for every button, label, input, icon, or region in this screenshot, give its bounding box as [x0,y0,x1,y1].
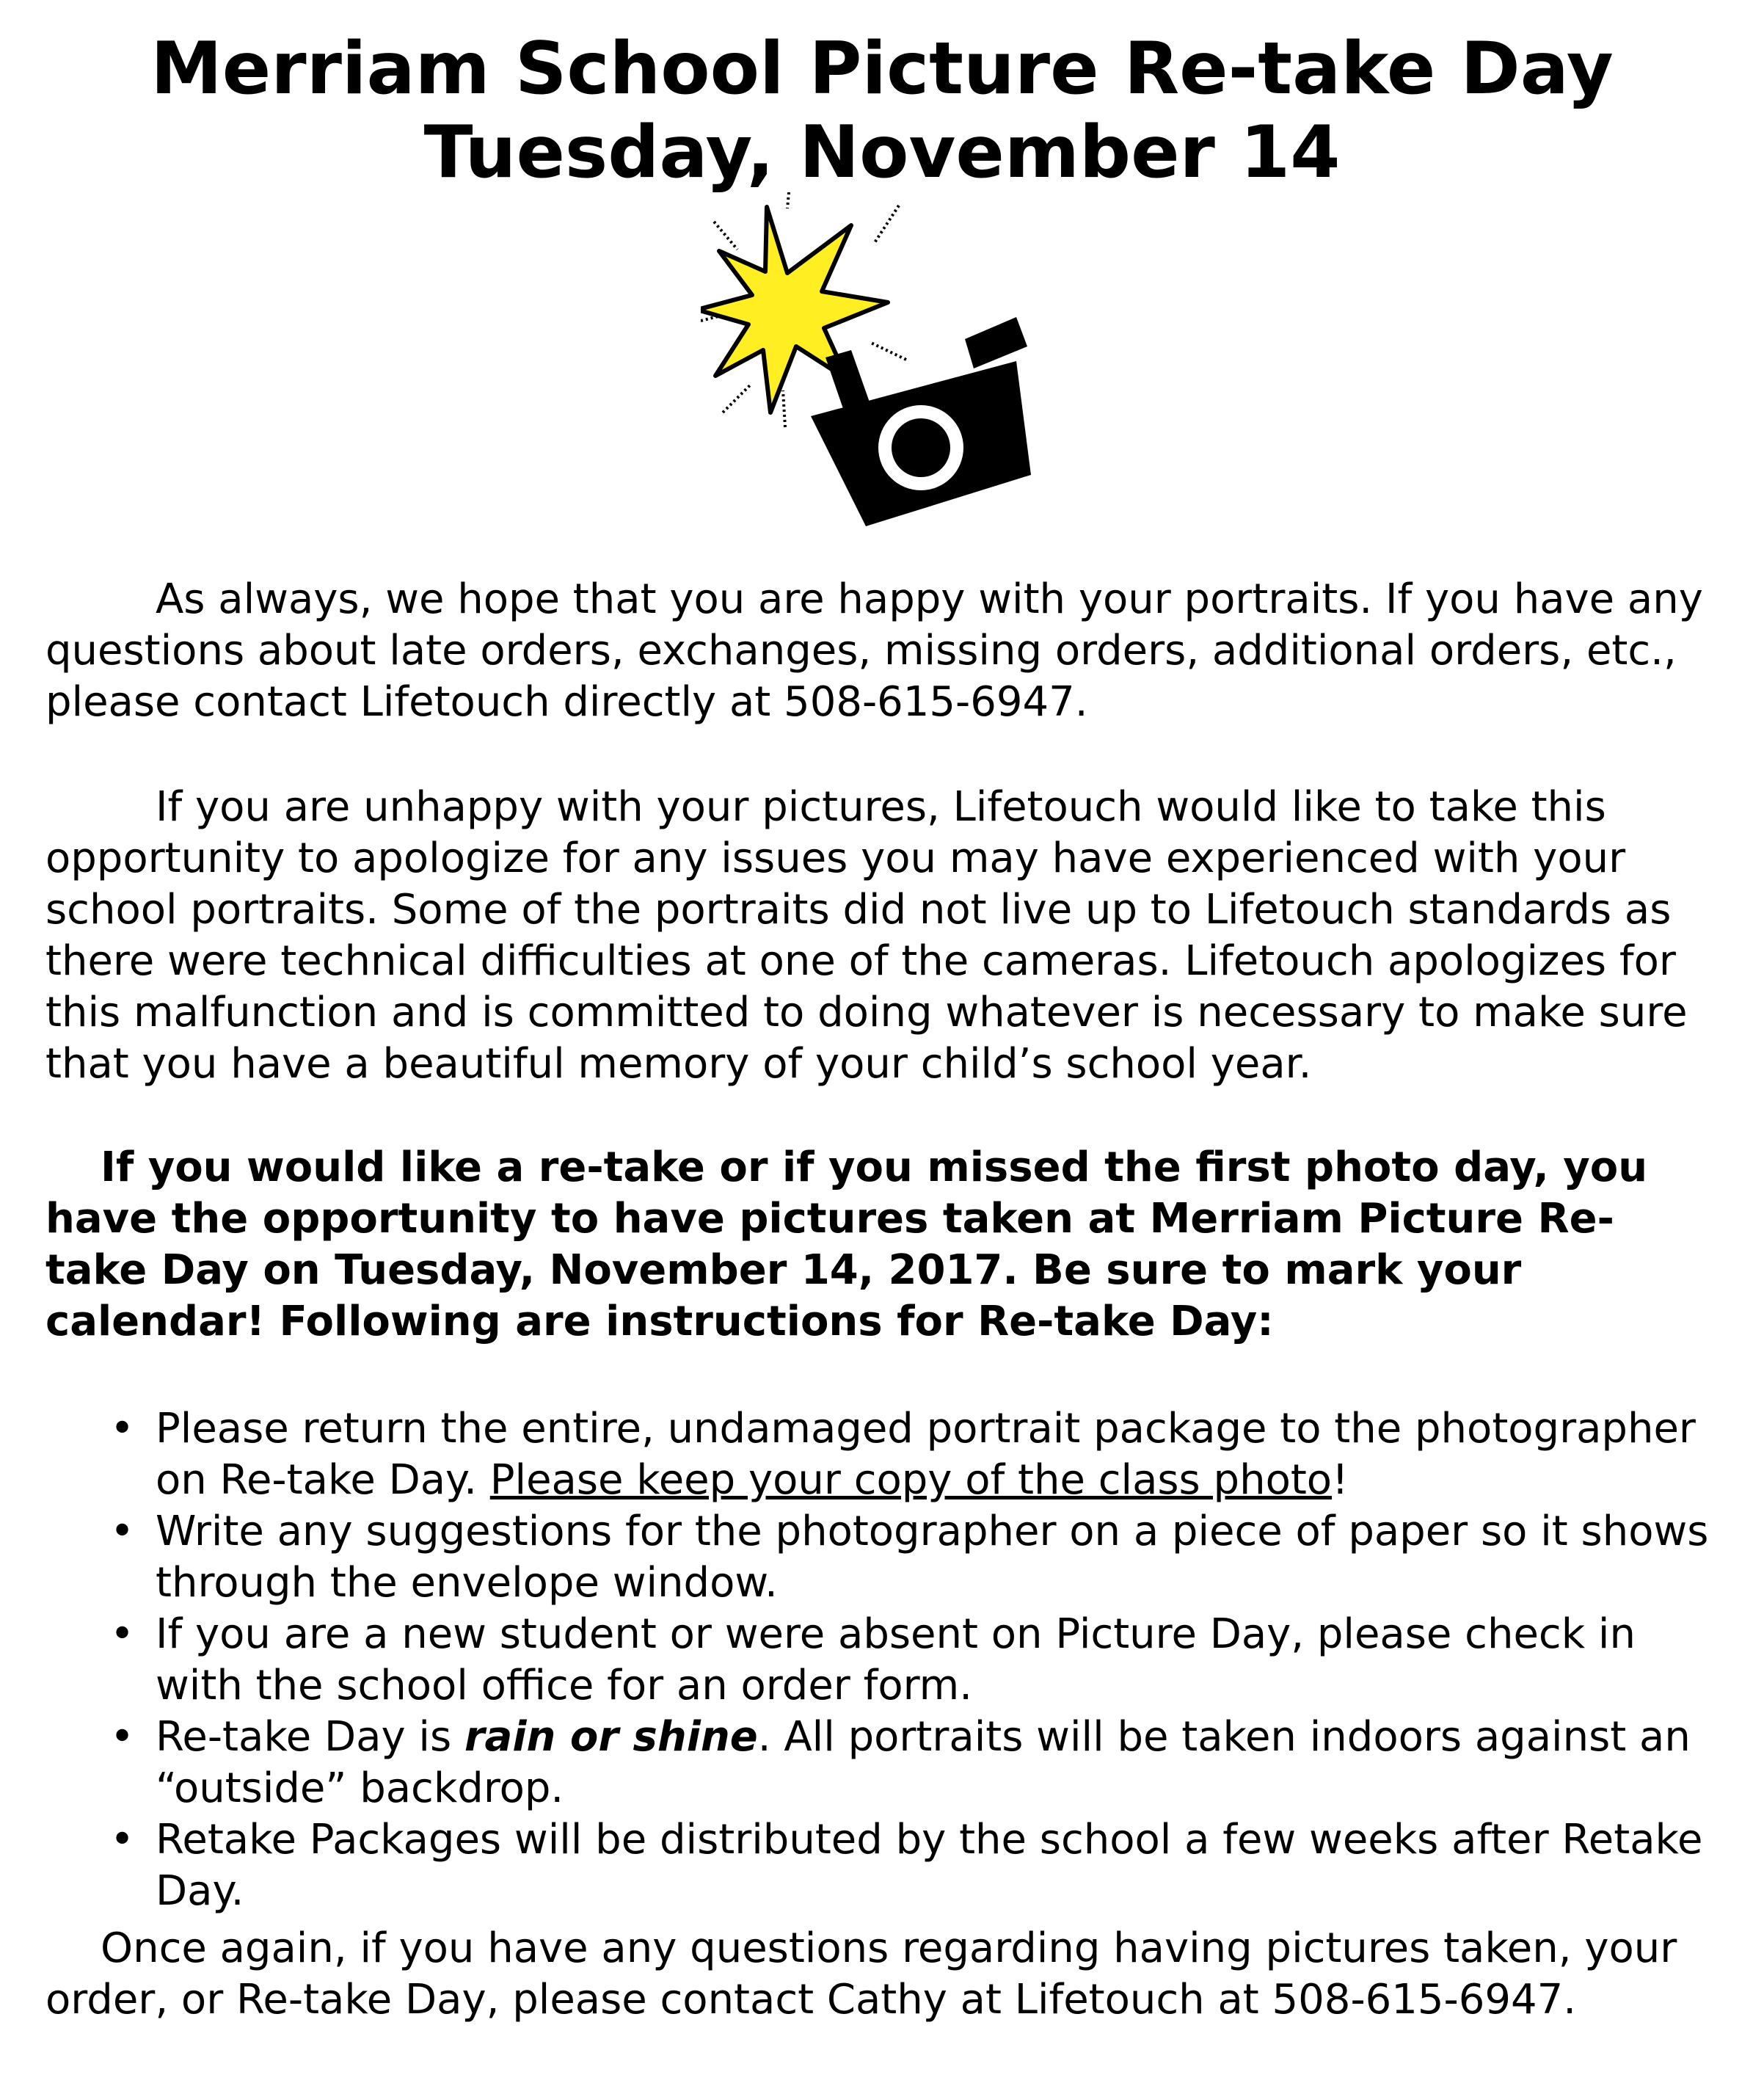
bullet-icon: • [110,1816,135,1864]
retake-announcement [45,1142,1704,1348]
list-item: • Retake Packages will be distributed by the school a few weeks after Retake Day. [110,1816,1703,1915]
bullet-icon: • [110,1713,135,1761]
intro-paragraph-text: As always, we hope that you are happy with your portraits. If you have any questions about late orders, exchanges, missing orders, additional orders, etc., please contact Lifetouch directly at 508-615-6947. [45,575,1703,726]
bullet-icon: • [110,1610,135,1658]
rain-or-shine-emphasis: rain or shine [464,1713,758,1761]
page-subtitle-date: Tuesday, November 14 [423,111,1341,195]
list-item: • Write any suggestions for the photographer on a piece of paper so it shows through the envelope window. [110,1508,1709,1607]
instructions-list [45,1403,1719,1917]
apology-paragraph [45,782,1704,1090]
class-photo-note: Please keep your copy of the class photo [489,1456,1333,1504]
retake-announcement-text: If you would like a re-take or if you missed the first photo day, you have the opportunity to have pictures taken at Merriam Picture Re-take Day on Tuesday, November 14, 2017. Be sure to mark your calendar! Following are instructions for Re-take Day: [45,1144,1648,1345]
camera-with-flash-icon [701,192,1046,530]
page-title: Merriam School Picture Re-take Day [150,27,1614,111]
intro-paragraph [45,574,1704,728]
bullet-icon: • [110,1508,135,1555]
apology-paragraph-text: If you are unhappy with your pictures, Lifetouch would like to take this opportunity to apologize for any issues you may have experienced with your school portraits. Some of the portraits did not live up to Lifetouch standards as there were technical difficulties at one of the cameras. Lifetouch apologizes for this malfunction and is committed to doing whatever is necessary to make sure that you have a beautiful memory of your child’s school year. [45,783,1688,1088]
list-item: • Please return the entire, undamaged portrait package to the photographer on Re-take Day. Please keep your copy of the class photo! [110,1405,1696,1504]
list-item: • Re-take Day is rain or shine. All portraits will be taken indoors against an “outside” backdrop. [110,1713,1691,1812]
closing-paragraph [45,1923,1704,2026]
closing-paragraph-text: Once again, if you have any questions regarding having pictures taken, your order, or Re-take Day, please contact Cathy at Lifetouch at 508-615-6947. [45,1924,1677,2024]
list-item: • If you are a new student or were absent on Picture Day, please check in with the school office for an order form. [110,1610,1636,1709]
bullet-icon: • [110,1405,135,1453]
